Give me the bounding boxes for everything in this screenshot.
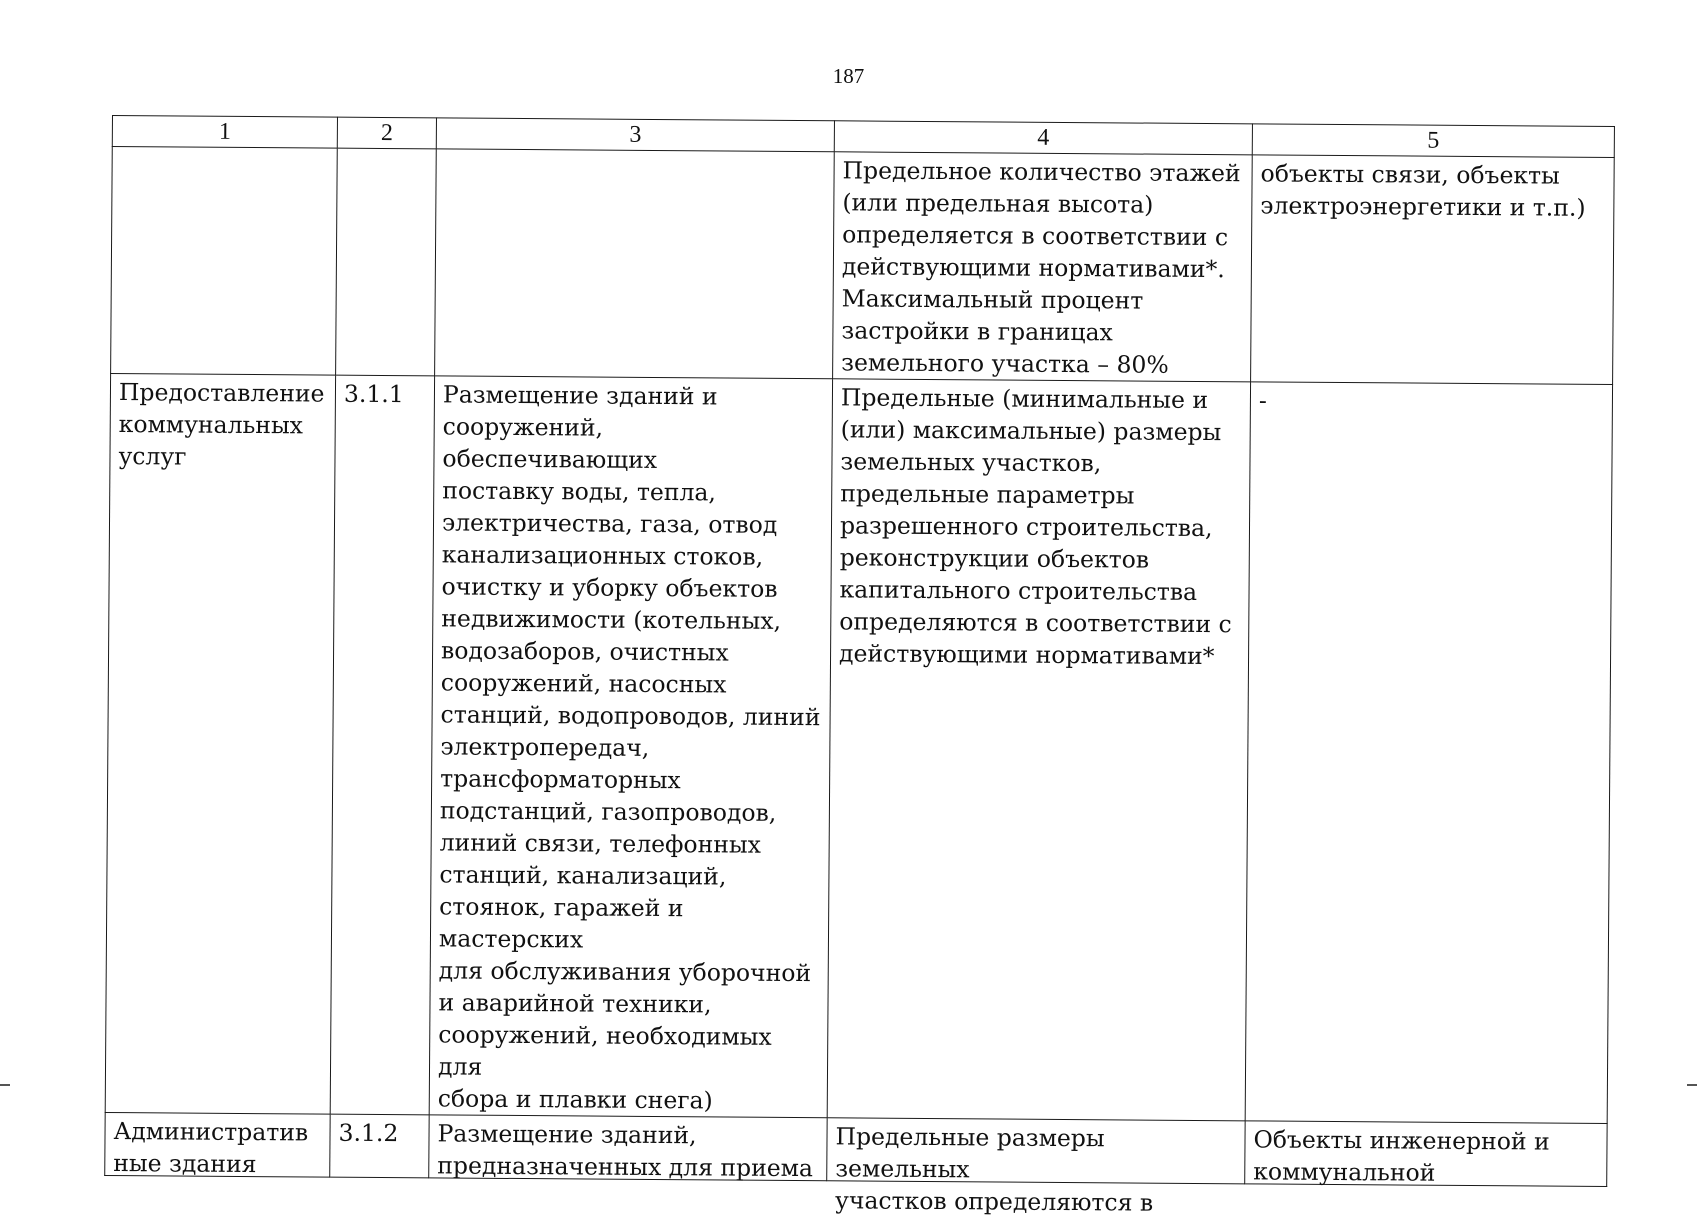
use-type-cell [111, 147, 338, 376]
scan-edge-mark [0, 1084, 10, 1086]
column-header-1: 1 [112, 116, 337, 149]
table-row [105, 373, 1612, 1123]
notes-cell: Объекты инженерной и коммунальной [1245, 1121, 1607, 1187]
column-header-3: 3 [436, 118, 834, 152]
notes-cell: объекты связи, объекты электроэнергетики и т.п.) [1251, 155, 1615, 385]
use-description-cell: Размещение зданий, предназначенных для приема [429, 1115, 827, 1181]
table-row [111, 147, 1615, 385]
page-number: 187 [832, 64, 865, 88]
zoning-table [104, 115, 1615, 1217]
table-row [105, 1112, 1607, 1186]
parameters-cell: Предельное количество этажей (или предельная высота) определяется в соответствии с действующими нормативами*. Максимальный процент застройки в границах земельного участка – 80% [833, 152, 1253, 382]
column-header-5: 5 [1252, 124, 1614, 158]
use-code-cell [336, 148, 437, 376]
parameters-cell: Предельные (минимальные и (или) максимальные) размеры земельных участков, предельные параметры разрешенного строительства, реконструкции объектов капитального строительства определяются в соответствии с действующими нормативами* [827, 379, 1250, 1121]
use-code-cell: 3.1.1 [330, 375, 434, 1115]
use-type-cell: Предоставление коммунальных услуг [105, 373, 335, 1114]
parameters-cell: Предельные размеры земельных участков определяются в [827, 1118, 1245, 1184]
use-code-cell: 3.1.2 [330, 1114, 429, 1178]
column-header-2: 2 [337, 117, 436, 149]
scan-edge-mark [1687, 1084, 1697, 1086]
use-type-cell: Административ ные здания [105, 1112, 330, 1177]
use-description-cell [435, 149, 835, 379]
use-description-cell: Размещение зданий и сооружений, обеспечивающих поставку воды, тепла, электричества, газа, отвод канализационных стоков, очистку и уборку объектов недвижимости (котельных, водозаборов, очистных сооружений, насосных станций, водопроводов, линий электропередач, трансформаторных подстанций, газопроводов, линий связи, телефонных станций, канализаций, стоянок, гаражей и мастерских для обслуживания уборочной и аварийной техники, сооружений, необходимых для сбора и плавки снега) [429, 376, 832, 1118]
notes-cell: - [1245, 382, 1612, 1124]
column-header-4: 4 [834, 121, 1252, 155]
